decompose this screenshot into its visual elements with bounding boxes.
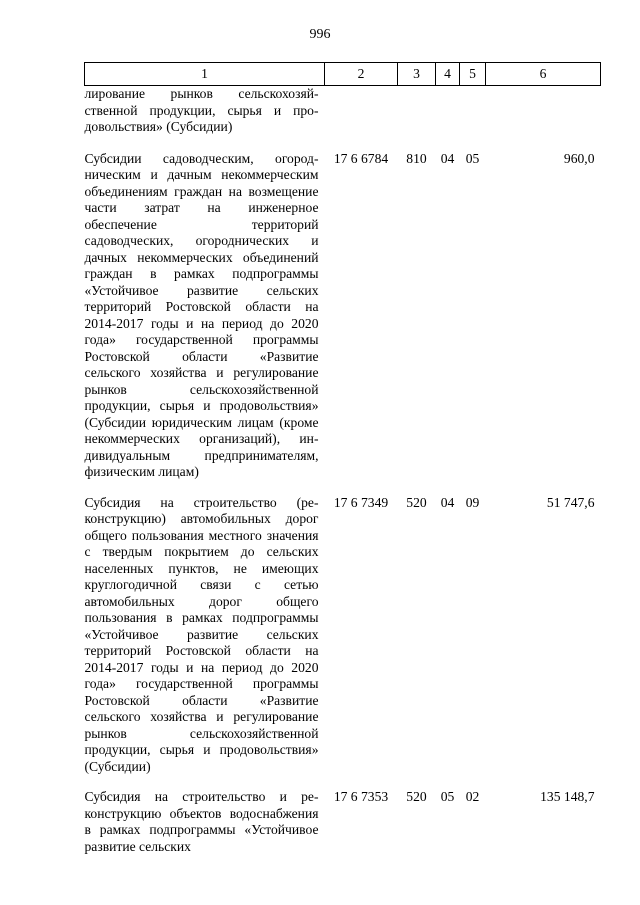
row-expense-type: 520 [406, 789, 427, 804]
column-header-description: 1 [85, 63, 325, 86]
header-row [85, 63, 601, 86]
row-subsection: 02 [465, 789, 480, 804]
row-target-article: 17 6 7353 [333, 789, 389, 804]
row-expense-type: 810 [406, 150, 427, 166]
table-row [85, 139, 601, 483]
row-section [436, 86, 460, 139]
column-header-section: 4 [436, 63, 460, 86]
row-target-article: 17 6 6784 [333, 150, 389, 166]
row-description: Субсидия на строительство (реконструкцию) автомобильных дорог общего пользования местного значения с твердым покрытием до сельских населенных пунктов, не имеющих круглогодичной связи с сетью автомобильных дорог общего пользования в рамках подпрограммы «Устойчивое развитие сельских территорий Ростовской области на 2014-2017 годы и на период до 2020 года» государственной программы Ростовской области «Развитие сельского хозяйства и регулирование рынков сельскохозяйственной продукции, сырья и продовольствия» (Субсидии) [84, 494, 319, 774]
table-row [85, 86, 601, 139]
column-header-amount: 6 [486, 63, 601, 86]
row-subsection [460, 86, 486, 139]
row-subsection: 09 [465, 494, 480, 510]
budget-table [84, 62, 601, 857]
row-section: 05 [440, 789, 455, 804]
row-description: Субсидии садоводческим, огородническим и дачным некоммерческим объединениям граждан на возмещение части затрат на инженерное обеспечение территорий садоводческих, огороднических и дачных некоммерческих объединений граждан в рамках подпрограммы «Устойчивое развитие сельских территорий Ростовской области на 2014-2017 годы и на период до 2020 года» государственной программы Ростовской области «Развитие сельского хозяйства и регулирование рынков сельскохозяйственной продукции, сырья и продовольствия» (Субсидии юридическим лицам (кроме некоммерческих организаций), индивидуальным предпринимателям, физическим лицам) [84, 150, 319, 479]
row-section: 04 [440, 150, 455, 166]
row-target-article [325, 86, 398, 139]
row-amount: 960,0 [563, 150, 595, 166]
row-amount: 135 148,7 [540, 789, 595, 804]
row-description: Субсидия на строительство и реконструкцию объектов водоснабжения в рамках подпрограммы «Устойчивое развитие сельских [84, 789, 319, 854]
row-expense-type [398, 86, 436, 139]
row-description: лирование рынков сельскохозяйственной продукции, сырья и продовольствия» (Субсидии) [84, 86, 319, 134]
column-header-subsection: 5 [460, 63, 486, 86]
column-header-target-article: 2 [325, 63, 398, 86]
table-row [85, 777, 601, 857]
row-amount: 51 747,6 [546, 494, 595, 510]
row-target-article: 17 6 7349 [333, 494, 389, 510]
table-row [85, 483, 601, 778]
row-expense-type: 520 [406, 494, 427, 510]
row-subsection: 05 [465, 150, 480, 166]
page-number: 996 [309, 27, 331, 42]
column-header-expense-type: 3 [398, 63, 436, 86]
row-section: 04 [440, 494, 455, 510]
row-amount [486, 86, 601, 139]
